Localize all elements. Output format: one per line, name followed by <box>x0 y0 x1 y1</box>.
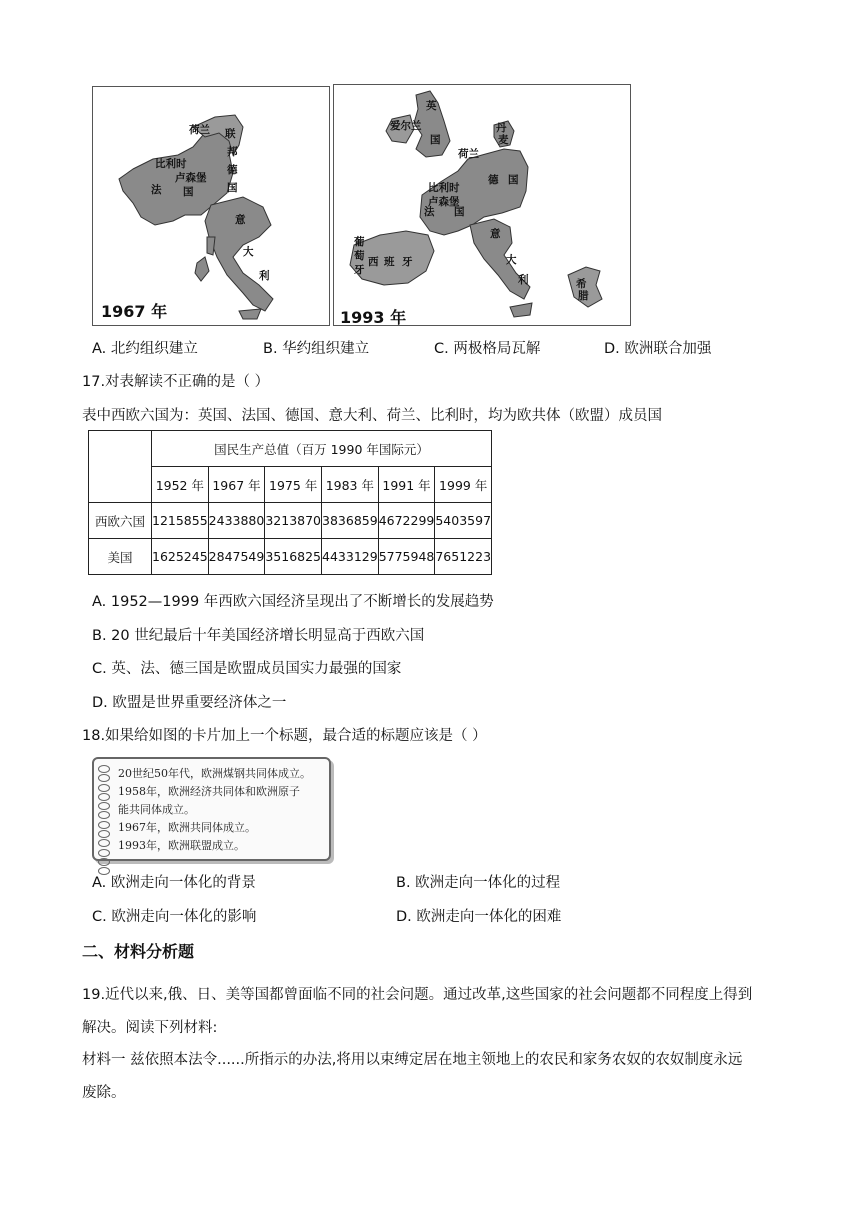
table-corner-cell <box>89 431 152 503</box>
table-cell: 4433129 <box>322 539 379 575</box>
map1993-label: 英 <box>426 100 437 112</box>
map1993-label: 葡 <box>354 236 365 248</box>
table-cell: 2433880 <box>208 503 265 539</box>
q18-option-c[interactable]: C. 欧洲走向一体化的影响 <box>92 909 257 925</box>
map1967-label: 国 <box>227 182 238 194</box>
map1967-label: 卢森堡 <box>175 172 207 184</box>
table-year: 1999 年 <box>435 467 492 503</box>
card-line: 20世纪50年代，欧洲煤钢共同体成立。 <box>118 767 311 780</box>
map1967-label: 国 <box>183 186 194 198</box>
table-cell: 1215855 <box>152 503 209 539</box>
map1993-label: 大 <box>506 254 517 266</box>
table-cell: 3213870 <box>265 503 322 539</box>
map1967-label: 比利时 <box>155 158 187 170</box>
table-row <box>89 503 492 539</box>
map1967-label: 联 <box>225 128 236 140</box>
table-year: 1983 年 <box>322 467 379 503</box>
q16-options <box>92 337 711 359</box>
table-year: 1952 年 <box>152 467 209 503</box>
timeline-card <box>92 757 331 861</box>
table-cell: 3516825 <box>265 539 322 575</box>
map-1967-drawing <box>93 87 329 325</box>
gdp-table <box>88 430 492 575</box>
card-line: 1993年，欧洲联盟成立。 <box>118 839 245 852</box>
map1993-label: 牙 <box>354 264 365 276</box>
q16-option-c[interactable]: C. 两极格局瓦解 <box>434 341 541 357</box>
map1993-label: 国 <box>430 134 441 146</box>
map-1967 <box>92 86 330 326</box>
map1993-label: 希 <box>576 278 587 290</box>
table-cell: 1625245 <box>152 539 209 575</box>
section-heading: 二、材料分析题 <box>82 942 195 961</box>
map1993-label: 德 <box>488 174 499 186</box>
table-row-name: 西欧六国 <box>89 503 152 539</box>
card-line: 能共同体成立。 <box>118 803 195 816</box>
map1967-label: 邦 <box>227 146 238 158</box>
q17-option-b[interactable]: B. 20 世纪最后十年美国经济增长明显高于西欧六国 <box>92 628 425 644</box>
map1993-label: 国 <box>454 206 465 218</box>
q18-stem: 18.如果给如图的卡片加上一个标题，最合适的标题应该是（ ） <box>82 728 487 744</box>
q18-option-b[interactable]: B. 欧洲走向一体化的过程 <box>396 875 561 891</box>
q18-option-d[interactable]: D. 欧洲走向一体化的困难 <box>396 909 562 925</box>
table-cell: 7651223 <box>435 539 492 575</box>
map1967-label: 荷兰 <box>189 124 210 136</box>
table-cell: 3836859 <box>322 503 379 539</box>
card-line: 1958年，欧洲经济共同体和欧洲原子 <box>118 785 300 798</box>
map1993-label: 爱尔兰 <box>390 120 422 132</box>
q17-option-c[interactable]: C. 英、法、德三国是欧盟成员国实力最强的国家 <box>92 661 402 677</box>
q17-option-a[interactable]: A. 1952—1999 年西欧六国经济呈现出了不断增长的发展趋势 <box>92 594 494 610</box>
map-1993 <box>333 84 631 326</box>
table-row-name: 美国 <box>89 539 152 575</box>
map1967-label: 利 <box>259 270 270 282</box>
map1993-label: 腊 <box>578 290 589 302</box>
map1993-label: 萄 <box>354 250 365 262</box>
q17-note: 表中西欧六国为：英国、法国、德国、意大利、荷兰、比利时，均为欧共体（欧盟）成员国 <box>82 408 662 424</box>
map1967-label: 大 <box>243 246 254 258</box>
table-cell: 5775948 <box>378 539 435 575</box>
map1993-label: 国 <box>508 174 519 186</box>
q19-line-2: 解决。阅读下列材料: <box>82 1020 218 1036</box>
map1993-label: 牙 <box>402 256 413 268</box>
map1993-label: 荷兰 <box>458 148 479 160</box>
table-year: 1967 年 <box>208 467 265 503</box>
map1967-label: 意 <box>235 214 246 226</box>
q16-option-a[interactable]: A. 北约组织建立 <box>92 341 198 357</box>
table-year: 1975 年 <box>265 467 322 503</box>
table-row <box>89 539 492 575</box>
map1993-label: 法 <box>424 206 435 218</box>
map1967-label: 法 <box>151 184 162 196</box>
q18-option-a[interactable]: A. 欧洲走向一体化的背景 <box>92 875 256 891</box>
card-line: 1967年，欧洲共同体成立。 <box>118 821 256 834</box>
table-year: 1991 年 <box>378 467 435 503</box>
map-1993-year: 1993 年 <box>340 308 407 326</box>
map1967-label: 德 <box>227 164 238 176</box>
table-cell: 4672299 <box>378 503 435 539</box>
q19-line-1: 19.近代以来,俄、日、美等国都曾面临不同的社会问题。通过改革,这些国家的社会问题都不同程度上得到 <box>82 987 753 1003</box>
map1993-label: 比利时 <box>428 182 460 194</box>
q16-option-b[interactable]: B. 华约组织建立 <box>263 341 370 357</box>
q16-option-d[interactable]: D. 欧洲联合加强 <box>604 341 712 357</box>
table-cell: 5403597 <box>435 503 492 539</box>
map1993-label: 丹 <box>496 122 507 134</box>
material1-line-2: 废除。 <box>82 1085 126 1101</box>
q17-stem: 17.对表解读不正确的是（ ） <box>82 374 270 390</box>
map1993-label: 卢森堡 <box>428 196 460 208</box>
map-1967-year: 1967 年 <box>101 302 168 321</box>
q17-option-d[interactable]: D. 欧盟是世界重要经济体之一 <box>92 695 287 711</box>
map1993-label: 麦 <box>498 134 509 146</box>
card-spiral-binding <box>98 765 110 877</box>
map1993-label: 意 <box>490 228 501 240</box>
map1993-label: 利 <box>518 274 529 286</box>
map1993-label: 西 <box>368 256 379 268</box>
table-header: 国民生产总值（百万 1990 年国际元） <box>152 431 492 467</box>
material1-line-1: 材料一 兹依照本法令......所指示的办法,将用以束缚定居在地主领地上的农民和家务农奴的农奴制度永远 <box>82 1052 743 1068</box>
table-cell: 2847549 <box>208 539 265 575</box>
map-1993-drawing <box>334 85 630 325</box>
map1993-label: 班 <box>384 256 395 268</box>
